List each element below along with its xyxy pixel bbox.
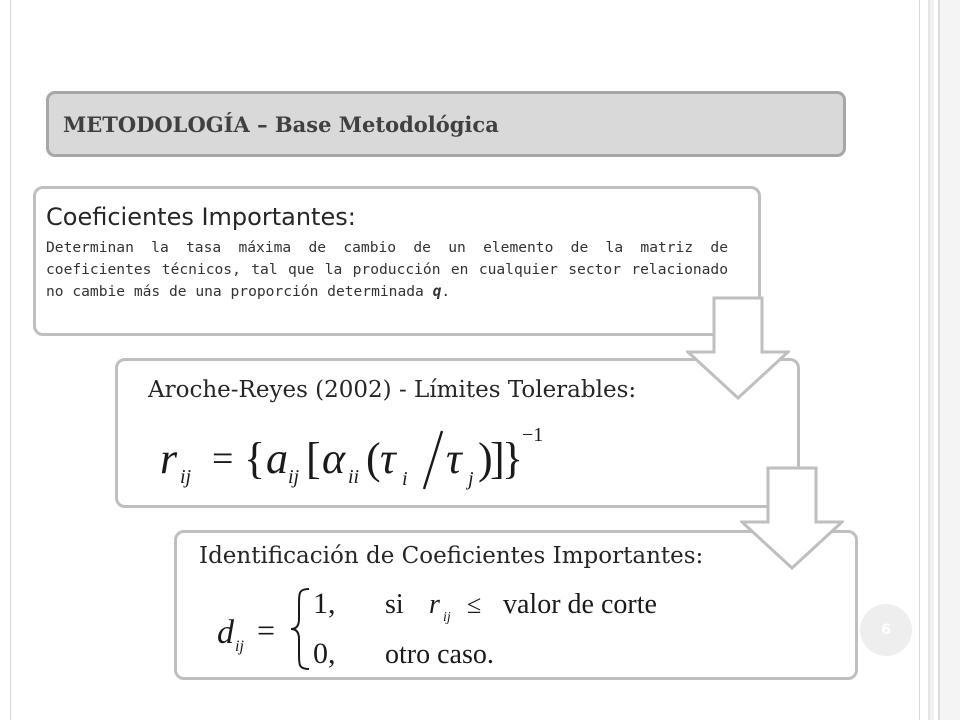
case1-si: si	[385, 589, 404, 620]
down-arrow-icon	[740, 466, 844, 570]
header-bar	[46, 91, 846, 157]
formula-tau-i-sub: i	[402, 468, 408, 490]
formula-tau-i: τ	[380, 434, 396, 483]
formula-lhs-sub: ij	[180, 466, 192, 488]
card-body-main: Determinan la tasa máxima de cambio de un elemento de la matriz de coeficientes técnicos, tal que la producción en cualquier sector relacionado no cambie más de una proporción determinada	[46, 239, 728, 300]
formula-close-brace: }	[502, 434, 524, 483]
formula-equals: =	[212, 438, 234, 480]
down-arrow-icon	[686, 296, 790, 400]
formula-lhs: d	[217, 614, 234, 651]
formula-identificacion	[213, 583, 693, 673]
formula-open-brace: {	[244, 434, 266, 483]
page-number: 6	[860, 604, 912, 656]
card-title: Aroche-Reyes (2002) - Límites Tolerables:	[148, 377, 637, 403]
card-body-text	[46, 237, 728, 303]
formula-a: a	[266, 434, 288, 483]
formula-open-bracket: [	[306, 434, 321, 483]
formula-close-paren: )	[478, 434, 493, 483]
formula-tau-j-sub: j	[468, 468, 474, 490]
slide-edge-decoration	[920, 0, 960, 720]
case2-text: otro caso.	[385, 639, 494, 670]
formula-limites-tolerables	[156, 417, 556, 497]
formula-equals: =	[257, 612, 276, 648]
formula-lhs-sub: ij	[235, 638, 244, 655]
header-title: METODOLOGÍA – Base Metodológica	[63, 112, 499, 137]
card-title: Coeficientes Importantes:	[46, 203, 356, 231]
case1-r: r	[429, 589, 440, 620]
formula-close-bracket: ]	[490, 434, 505, 483]
card-body-variable: q	[432, 283, 442, 300]
formula-a-sub: ij	[288, 466, 300, 488]
formula-lhs: r	[160, 434, 178, 483]
card-body-period: .	[441, 283, 451, 300]
formula-cases-brace	[291, 589, 309, 669]
formula-alpha-sub: ii	[348, 466, 360, 488]
formula-alpha: α	[322, 434, 346, 483]
case2-value: 0,	[313, 637, 336, 670]
case1-text: valor de corte	[503, 589, 657, 620]
formula-open-paren: (	[366, 434, 381, 483]
card-title: Identificación de Coeficientes Importantes:	[199, 543, 704, 569]
card-coeficientes-importantes	[33, 186, 761, 336]
formula-tau-j: τ	[446, 434, 462, 483]
case1-le: ≤	[467, 590, 482, 619]
formula-divide-slash	[424, 431, 442, 489]
case1-value: 1,	[313, 587, 336, 620]
case1-r-sub: ij	[443, 610, 451, 625]
formula-exponent: −1	[522, 424, 544, 446]
